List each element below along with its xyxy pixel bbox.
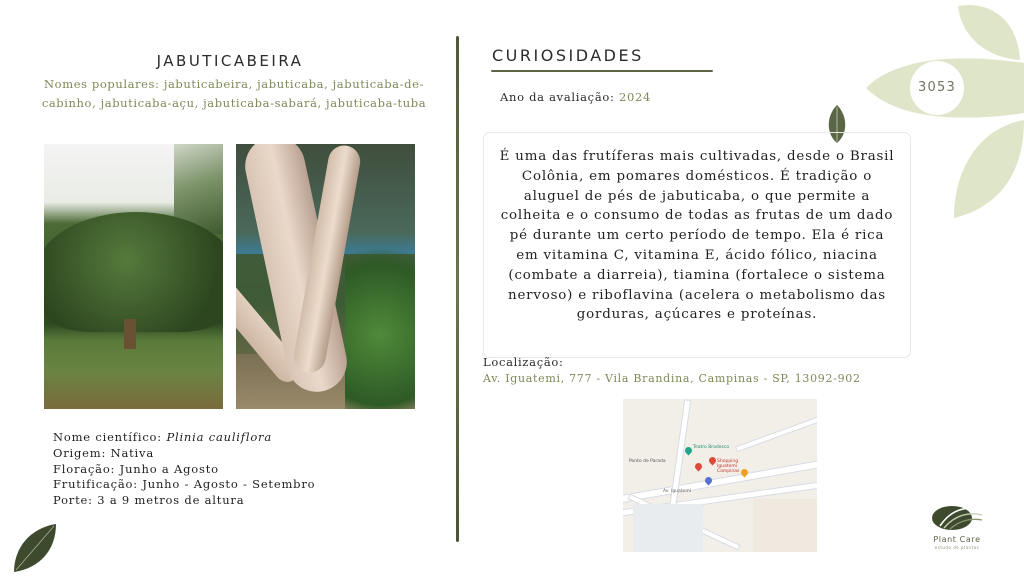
popular-names-value: jabuticabeira, jabuticaba, jabuticaba-de-cabinho, jabuticaba-açu, jabuticaba-sabará, jabuticaba-tuba (41, 77, 427, 110)
location-address: Av. Iguatemi, 777 - Vila Brandina, Campinas - SP, 13092-902 (483, 372, 861, 385)
plant-photo-trunk (236, 144, 415, 409)
plant-photo-bush (44, 144, 223, 409)
corner-leaf-icon (10, 520, 60, 576)
origin: Origem: Nativa (53, 445, 154, 460)
brand-name: Plant Care (933, 535, 981, 544)
plant-title: JABUTICABEIRA (156, 52, 304, 70)
title-underline (491, 70, 713, 72)
plant-facts (53, 430, 315, 509)
curiosities-title: CURIOSIDADES (492, 46, 644, 65)
flowering: Floração: Junho a Agosto (53, 461, 219, 476)
scientific-name-value: Plinia cauliflora (166, 430, 272, 444)
popular-names-label: Nomes populares: (44, 77, 160, 91)
brand-tagline: estudo de plantas (934, 545, 980, 550)
map-label-ponto: Ponto de Parada (629, 459, 666, 464)
fruiting: Frutificação: Junho - Agosto - Setembro (53, 477, 316, 492)
map-label-avenue: Av. Iguatemi (663, 489, 691, 494)
bottom-leaf-icon (950, 118, 1024, 222)
evaluation-year-value: 2024 (618, 90, 652, 104)
badge-number: 3053 (918, 80, 956, 95)
location-map[interactable] (623, 399, 817, 552)
map-label-shopping: Shopping Iguatemi Campinas (717, 459, 740, 474)
column-divider (456, 36, 459, 542)
map-label-teatro: Teatro Bradesco (693, 445, 730, 450)
popular-names (34, 75, 434, 113)
location-label: Localização: (483, 355, 564, 369)
plant-care-logo-icon (930, 502, 984, 532)
scientific-name: Nome científico: Plinia cauliflora (53, 430, 272, 444)
curiosities-text: É uma das frutíferas mais cultivadas, desde o Brasil Colônia, em pomares domésticos. É tradição o aluguel de pés de jabuticaba, o que permite a colheita e o consumo de todas as frutas de um dado pé durante um certo período de tempo. Ela é rica em vitamina C, vitamina E, ácido fólico, niacina (combate a diarreia), tiamina (fortalece o sistema nervoso) e riboflavina (acelera o metabolismo das gorduras, açúcares e proteínas. (499, 149, 895, 323)
evaluation-year: Ano da avaliação: 2024 (500, 90, 652, 104)
plant-size: Porte: 3 a 9 metros de altura (53, 493, 245, 508)
